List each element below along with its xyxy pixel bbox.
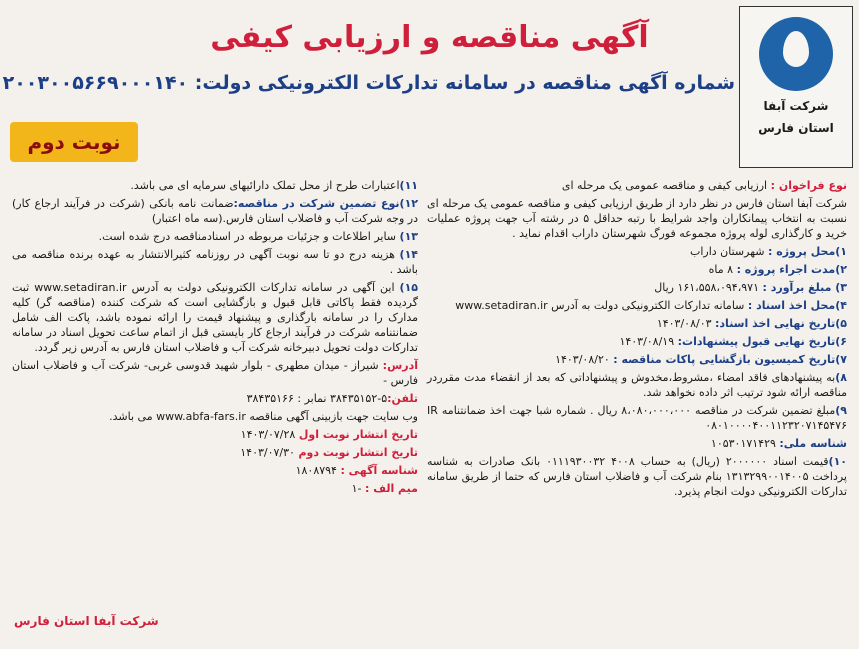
item-key: تاریخ انتشار نوبت اول — [298, 428, 418, 441]
item-key: ۱)محل پروژه : — [768, 245, 847, 258]
item-key: ۶)تاریخ نهایی قبول پیشنهادات: — [677, 335, 847, 348]
item-text: مبلغ تضمین شرکت در مناقصه ۸،۰۸۰،۰۰۰،۰۰۰ ریال . شماره شبا جهت اخذ ضمانتنامه IR ۰۸۰۱۰۰۰۰۴۰۰۱۱۲۳۲۰۷۱۴۵۴۷۶ — [427, 404, 847, 432]
item-text: ۱۴۰۳/۰۷/۳۰ — [240, 446, 299, 459]
item-key: ۲)مدت اجراء پروژه : — [736, 263, 847, 276]
item-text: ۸ ماه — [708, 263, 737, 276]
item-key: ۵)تاریخ نهایی اخذ اسناد: — [715, 317, 847, 330]
org-logo-box — [739, 6, 853, 168]
notice-item — [12, 280, 418, 355]
notice-item — [427, 196, 847, 241]
right-column — [427, 178, 847, 502]
item-text: شیراز - میدان مطهری - بلوار شهید قدوسی غربی- شرکت آب و فاضلاب استان فارس - — [12, 359, 418, 387]
item-key: ۴)محل اخذ اسناد : — [747, 299, 847, 312]
item-text: ضمانت نامه بانکی (شرکت در فرآیند ارجاع کار) در وجه شرکت آب و فاضلاب استان فارس.(سه ماه اعتبار) — [12, 197, 418, 225]
item-key: ۱۵) — [399, 281, 418, 294]
item-key: ۱۴) — [399, 248, 418, 261]
notice-number: شماره آگهی مناقصه در سامانه تدارکات الکترونیکی دولت: ۲۰۰۳۰۰۵۶۶۹۰۰۰۱۴۰ — [2, 72, 735, 94]
notice-item — [12, 391, 418, 406]
item-text: اعتبارات طرح از محل تملک دارائیهای سرمایه ای می باشد. — [130, 179, 400, 192]
notice-item — [12, 409, 418, 424]
item-key: میم الف : — [365, 482, 418, 495]
notice-item — [427, 436, 847, 451]
item-text: ۱۶۱،۵۵۸،۰۹۴،۹۷۱ ریال — [654, 281, 763, 294]
item-text: ارزیابی کیفی و مناقصه عمومی یک مرحله ای — [561, 179, 771, 192]
item-text: هزینه درج دو تا سه نوبت آگهی در روزنامه کثیرالانتشار به عهده برنده مناقصه می باشد . — [12, 248, 418, 276]
notice-item — [427, 334, 847, 349]
notice-item — [427, 454, 847, 499]
notice-item — [12, 229, 418, 244]
notice-item — [427, 280, 847, 295]
notice-item — [427, 352, 847, 367]
item-text: قیمت اسناد ۲۰۰۰۰۰۰ (ریال) به حساب ۴۰۰۸ ۰۱۱۱۹۳۰۰۳۲ بانک صادرات به شناسه پرداخت ۱۳۱۳۲۹۹۰۰۱۴۰۰۵ بنام شرکت آب و فاضلاب استان فارس که حتما از طریق سامانه تدارکات الکترونیکی دولت انجام پذیرد. — [427, 455, 847, 498]
item-text: -۱ — [351, 482, 365, 495]
notice-item — [427, 244, 847, 259]
item-key: تلفن: — [387, 392, 418, 405]
item-text: ۱۴۰۳/۰۸/۲۰ — [555, 353, 614, 366]
item-key: شناسه ملی: — [779, 437, 847, 450]
notice-title: آگهی مناقصه و ارزیابی کیفی — [210, 20, 649, 55]
item-text: ۱۸۰۸۷۹۴ — [295, 464, 341, 477]
notice-item — [12, 463, 418, 478]
item-key: آدرس: — [382, 359, 418, 372]
item-text: شرکت آبفا استان فارس در نظر دارد از طریق ارزیابی کیفی و مناقصه عمومی یک مرحله ای نسبت به انتخاب پیمانکاران واجد شرایط با رتبه حداقل ۵ در رشته آب جهت پروژه عملیات خرید و کارگذاری لوله پروژه مجموعه فورگ شهرستان داراب اقدام نماید . — [427, 197, 847, 240]
publication-round-badge: نوبت دوم — [10, 122, 138, 162]
item-text: ۱۰۵۳۰۱۷۱۴۲۹ — [710, 437, 780, 450]
org-name-line1: شرکت آبفا — [763, 99, 829, 113]
item-text: ۱۴۰۳/۰۸/۱۹ — [619, 335, 678, 348]
notice-item — [427, 298, 847, 313]
org-name-line2: استان فارس — [758, 121, 834, 135]
item-text: وب سایت جهت بازبینی آگهی مناقصه www.abfa-fars.ir می باشد. — [109, 410, 418, 423]
notice-item — [12, 481, 418, 496]
item-key: نوع فراخوان : — [770, 179, 847, 192]
item-key: ۱۰) — [828, 455, 847, 468]
item-text: ۱۴۰۳/۰۷/۲۸ — [240, 428, 299, 441]
item-text: به پیشنهادهای فاقد امضاء ،مشروط،مخدوش و پیشنهاداتی که بعد از انقضاء مدت مقرردر مناقصه ارائه شود ترتیب اثر داده نخواهد شد. — [427, 371, 847, 399]
notice-item — [12, 196, 418, 226]
water-drop-logo-icon — [759, 17, 833, 91]
notice-item — [12, 427, 418, 442]
item-text: این آگهی در سامانه تدارکات الکترونیکی دولت به آدرس www.setadiran.ir ثبت گردیده فقط پاکاتی قابل قبول و بازگشایی است که شرکت کننده (مناقصه گر) کلیه مدارک را در سامانه بارگذاری و پیشنهاد قیمت را ارائه نموده باشد، پاکت الف شامل ضمانتنامه شرکت در فرآیند ارجاع کار بایستی قبل از اتمام ساعت تحویل اسناد در سامانه تدارکات دولت تحویل دبیرخانه شرکت آب و فاضلاب استان فارس به آدرس زیر گردد. — [12, 281, 418, 354]
notice-item — [427, 403, 847, 433]
notice-item — [427, 370, 847, 400]
notice-item — [12, 247, 418, 277]
notice-item — [427, 178, 847, 193]
item-key: ۷)تاریخ کمیسیون بازگشایی پاکات مناقصه : — [613, 353, 847, 366]
item-text: شهرستان داراب — [690, 245, 768, 258]
item-key: ۱۲)نوع تضمین شرکت در مناقصه: — [233, 197, 418, 210]
notice-item — [427, 316, 847, 331]
item-key: ۱۱) — [399, 179, 418, 192]
footer-org: شرکت آبفا استان فارس — [14, 614, 159, 628]
notice-item — [427, 262, 847, 277]
item-key: ۸) — [835, 371, 847, 384]
item-key: ۳) مبلغ برآورد : — [762, 281, 847, 294]
notice-item — [12, 178, 418, 193]
item-key: تاریخ انتشار نوبت دوم — [298, 446, 418, 459]
notice-item — [12, 358, 418, 388]
item-text: سایر اطلاعات و جزئیات مربوطه در اسنادمناقصه درج شده است. — [98, 230, 400, 243]
item-key: شناسه آگهی : — [340, 464, 418, 477]
item-key: ۱۳) — [399, 230, 418, 243]
left-column — [12, 178, 418, 499]
item-key: ۹) — [835, 404, 847, 417]
item-text: سامانه تدارکات الکترونیکی دولت به آدرس www.setadiran.ir — [455, 299, 748, 312]
item-text: ۵-۳۸۴۳۵۱۵۲ نمابر : ۳۸۴۳۵۱۶۶ — [246, 392, 388, 405]
notice-item — [12, 445, 418, 460]
item-text: ۱۴۰۳/۰۸/۰۳ — [656, 317, 716, 330]
